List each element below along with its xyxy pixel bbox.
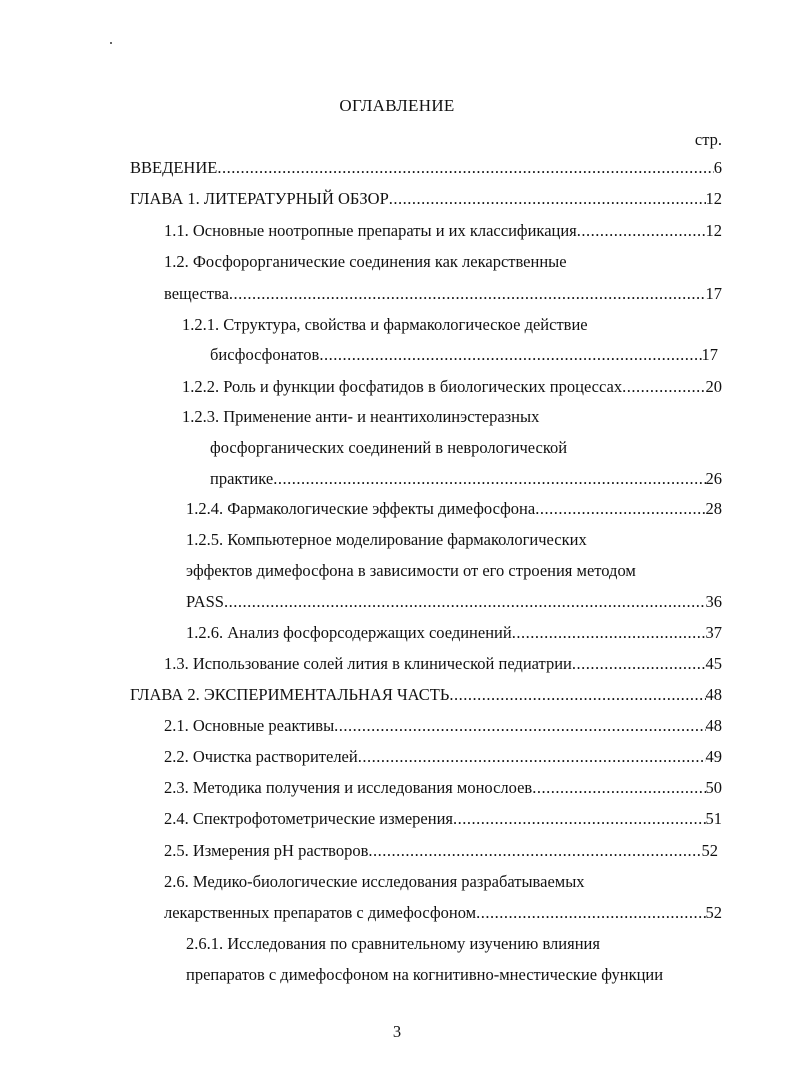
toc-entry-text: 2.5. Измерения рН растворов — [164, 841, 369, 860]
toc-leader — [572, 654, 706, 674]
toc-entry-page: 45 — [705, 654, 722, 673]
toc-entry-1-2-3-line2: фосфорганических соединений в неврологической — [210, 438, 568, 457]
toc-entry-text: бисфосфонатов — [210, 345, 320, 364]
toc-entry-1-3[interactable] — [164, 654, 722, 674]
toc-entry-text: 1.2.4. Фармакологические эффекты димефосфона — [186, 499, 536, 518]
toc-entry-2-4[interactable] — [164, 809, 722, 829]
toc-entry-2-6-1[interactable]: 2.6.1. Исследования по сравнительному изучению влияния — [186, 934, 600, 953]
toc-leader — [535, 499, 705, 519]
toc-entry-text: ВВЕДЕНИЕ — [130, 158, 218, 177]
toc-entry-page: 12 — [705, 189, 722, 208]
toc-entry-text: PASS — [186, 592, 224, 611]
toc-entry-2-2[interactable] — [164, 747, 722, 767]
toc-entry-1-2-6[interactable] — [186, 623, 722, 643]
toc-leader — [358, 747, 706, 767]
toc-entry-1-2[interactable]: 1.2. Фосфорорганические соединения как лекарственные — [164, 252, 567, 271]
toc-entry-page: 52 — [705, 903, 722, 922]
toc-entry-page: 48 — [705, 685, 722, 704]
toc-leader — [577, 221, 706, 241]
toc-entry-page: 20 — [705, 377, 722, 396]
toc-entry-page: 12 — [705, 221, 722, 240]
toc-entry-text: 1.2.6. Анализ фосфорсодержащих соединений — [186, 623, 512, 642]
toc-leader — [512, 623, 706, 643]
toc-entry-text: 1.1. Основные ноотропные препараты и их классификация — [164, 221, 577, 240]
toc-entry-1-2-2[interactable] — [182, 377, 722, 397]
toc-entry-1-2-5-cont[interactable] — [186, 592, 722, 612]
toc-entry-text: 1.2.2. Роль и функции фосфатидов в биологических процессах — [182, 377, 623, 396]
toc-entry-2-6[interactable]: 2.6. Медико-биологические исследования разрабатываемых — [164, 872, 585, 891]
toc-entry-page: 6 — [713, 158, 722, 177]
scan-speck — [110, 42, 112, 44]
toc-leader — [319, 345, 701, 365]
toc-entry-2-5[interactable] — [164, 841, 718, 861]
toc-entry-2-1[interactable] — [164, 716, 722, 736]
toc-entry-text: практике — [210, 469, 274, 488]
toc-leader — [334, 716, 705, 736]
page-column-label: стр. — [694, 130, 722, 149]
toc-entry-text: ГЛАВА 1. ЛИТЕРАТУРНЫЙ ОБЗОР — [130, 189, 389, 208]
toc-entry-2-6-cont[interactable] — [164, 903, 722, 923]
toc-entry-page: 28 — [705, 499, 722, 518]
toc-entry-page: 17 — [701, 345, 718, 364]
toc-entry-1-2-1-cont[interactable] — [210, 345, 718, 365]
toc-entry-2-3[interactable] — [164, 778, 722, 798]
toc-entry-text: вещества — [164, 284, 229, 303]
toc-leader — [453, 809, 705, 829]
toc-entry-page: 52 — [701, 841, 718, 860]
toc-entry-page: 51 — [705, 809, 722, 828]
toc-entry-text: лекарственных препаратов с димефосфоном — [164, 903, 477, 922]
toc-entry-1-1[interactable] — [164, 221, 722, 241]
toc-entry-intro[interactable] — [130, 158, 722, 178]
toc-entry-text: 1.3. Использование солей лития в клинической педиатрии — [164, 654, 572, 673]
toc-leader — [389, 189, 706, 209]
toc-entry-page: 48 — [705, 716, 722, 735]
toc-leader — [532, 778, 705, 798]
toc-entry-page: 17 — [705, 284, 722, 303]
toc-entry-1-2-cont[interactable] — [164, 284, 722, 304]
toc-entry-text: 2.4. Спектрофотометрические измерения — [164, 809, 454, 828]
toc-entry-text: 2.3. Методика получения и исследования монослоев — [164, 778, 533, 797]
toc-leader — [476, 903, 705, 923]
toc-entry-2-6-1-line2: препаратов с димефосфоном на когнитивно-мнестические функции — [186, 965, 664, 984]
toc-entry-page: 26 — [705, 469, 722, 488]
toc-leader — [449, 685, 705, 705]
toc-leader — [217, 158, 713, 178]
page-number: 3 — [392, 1022, 402, 1041]
toc-leader — [229, 284, 706, 304]
toc-entry-page: 49 — [705, 747, 722, 766]
toc-title: ОГЛАВЛЕНИЕ — [339, 96, 455, 115]
toc-entry-text: 2.2. Очистка растворителей — [164, 747, 358, 766]
toc-entry-1-2-3[interactable]: 1.2.3. Применение анти- и неантихолинэстеразных — [182, 407, 540, 426]
toc-entry-text: ГЛАВА 2. ЭКСПЕРИМЕНТАЛЬНАЯ ЧАСТЬ — [130, 685, 450, 704]
toc-entry-page: 50 — [705, 778, 722, 797]
toc-entry-page: 36 — [705, 592, 722, 611]
toc-entry-1-2-3-cont[interactable] — [210, 469, 722, 489]
toc-entry-1-2-4[interactable] — [186, 499, 722, 519]
toc-leader — [368, 841, 701, 861]
toc-leader — [224, 592, 706, 612]
toc-entry-1-2-5[interactable]: 1.2.5. Компьютерное моделирование фармакологических — [186, 530, 587, 549]
toc-entry-chapter-2[interactable] — [130, 685, 722, 705]
toc-leader — [273, 469, 705, 489]
toc-entry-text: 2.1. Основные реактивы — [164, 716, 335, 735]
toc-entry-1-2-1[interactable]: 1.2.1. Структура, свойства и фармакологическое действие — [182, 315, 588, 334]
toc-entry-page: 37 — [705, 623, 722, 642]
toc-entry-chapter-1[interactable] — [130, 189, 722, 209]
toc-entry-1-2-5-line2: эффектов димефосфона в зависимости от его строения методом — [186, 561, 636, 580]
toc-leader — [622, 377, 705, 397]
